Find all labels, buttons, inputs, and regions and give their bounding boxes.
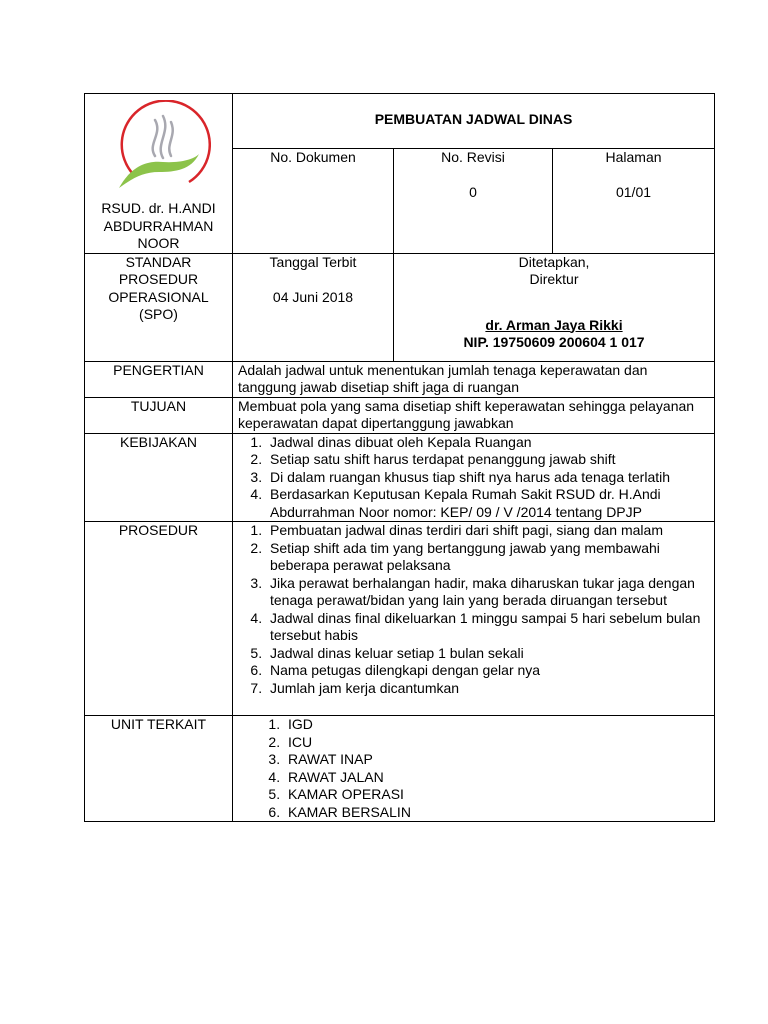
halaman-label: Halaman [605, 148, 662, 165]
signatory-name: dr. Arman Jaya Rikki [485, 316, 623, 333]
signatory-nip: NIP. 19750609 200604 1 017 [463, 334, 645, 350]
ditetapkan-cell [394, 253, 715, 361]
list-item: 1. IGD [284, 716, 709, 734]
list-item: 1. Jadwal dinas dibuat oleh Kepala Ruangan [266, 434, 709, 452]
document-title: PEMBUATAN JADWAL DINAS [233, 94, 715, 149]
list-item: 6. Nama petugas dilengkapi dengan gelar nya [266, 662, 709, 680]
spo-document-table [84, 93, 715, 822]
prosedur-label: PROSEDUR [85, 522, 233, 716]
jabatan-label: Direktur [529, 271, 579, 287]
kebijakan-cell [233, 433, 715, 522]
list-item: 5. Jadwal dinas keluar setiap 1 bulan sekali [266, 645, 709, 663]
list-item: 1. Pembuatan jadwal dinas terdiri dari shift pagi, siang dan malam [266, 522, 709, 540]
spo-label: STANDAR PROSEDUR OPERASIONAL (SPO) [85, 253, 233, 361]
unit-terkait-cell [233, 716, 715, 822]
no-dokumen-label: No. Dokumen [270, 148, 356, 165]
unit-terkait-list [238, 716, 709, 821]
list-item: 2. Setiap shift ada tim yang bertanggung jawab yang membawahi beberapa perawat pelaksana [266, 540, 709, 575]
list-item: 3. RAWAT INAP [284, 751, 709, 769]
hospital-logo [107, 100, 211, 196]
pengertian-label: PENGERTIAN [85, 361, 233, 397]
list-item: 3. Jika perawat berhalangan hadir, maka diharuskan tukar jaga dengan tenaga perawat/bidan yang lain yang berada diruangan tersebut [266, 575, 709, 610]
tujuan-text: Membuat pola yang sama disetiap shift keperawatan sehingga pelayanan keperawatan dapat dipertanggung jawabkan [233, 397, 715, 433]
kebijakan-label: KEBIJAKAN [85, 433, 233, 522]
no-revisi-cell [394, 148, 553, 253]
no-revisi-label: No. Revisi [441, 148, 505, 165]
no-dokumen-cell [233, 148, 394, 253]
list-item: 7. Jumlah jam kerja dicantumkan [266, 680, 709, 698]
prosedur-list [238, 522, 709, 697]
pengertian-text: Adalah jadwal untuk menentukan jumlah tenaga keperawatan dan tanggung jawab disetiap shift jaga di ruangan [233, 361, 715, 397]
list-item: 5. KAMAR OPERASI [284, 786, 709, 804]
hospital-header-cell [85, 94, 233, 254]
list-item: 4. RAWAT JALAN [284, 769, 709, 787]
hospital-name: RSUD. dr. H.ANDI ABDURRAHMAN NOOR [101, 200, 216, 251]
tujuan-label: TUJUAN [85, 397, 233, 433]
list-item: 3. Di dalam ruangan khusus tiap shift nya harus ada tenaga terlatih [266, 469, 709, 487]
kebijakan-list [238, 434, 709, 522]
tanggal-terbit-value: 04 Juni 2018 [272, 289, 354, 305]
list-item: 2. Setiap satu shift harus terdapat penanggung jawab shift [266, 451, 709, 469]
tanggal-terbit-label: Tanggal Terbit [269, 253, 357, 270]
no-revisi-value: 0 [469, 184, 477, 200]
list-item: 4. Berdasarkan Keputusan Kepala Rumah Sakit RSUD dr. H.Andi Abdurrahman Noor nomor: KEP/ 09 / V /2014 tentang DPJP [266, 486, 709, 521]
list-item: 2. ICU [284, 734, 709, 752]
prosedur-cell [233, 522, 715, 716]
list-item: 6. KAMAR BERSALIN [284, 804, 709, 822]
list-item: 4. Jadwal dinas final dikeluarkan 1 minggu sampai 5 hari sebelum bulan tersebut habis [266, 610, 709, 645]
ditetapkan-label: Ditetapkan, [518, 253, 590, 270]
unit-terkait-label: UNIT TERKAIT [85, 716, 233, 822]
halaman-cell [553, 148, 715, 253]
halaman-value: 01/01 [615, 184, 652, 200]
tanggal-terbit-cell [233, 253, 394, 361]
